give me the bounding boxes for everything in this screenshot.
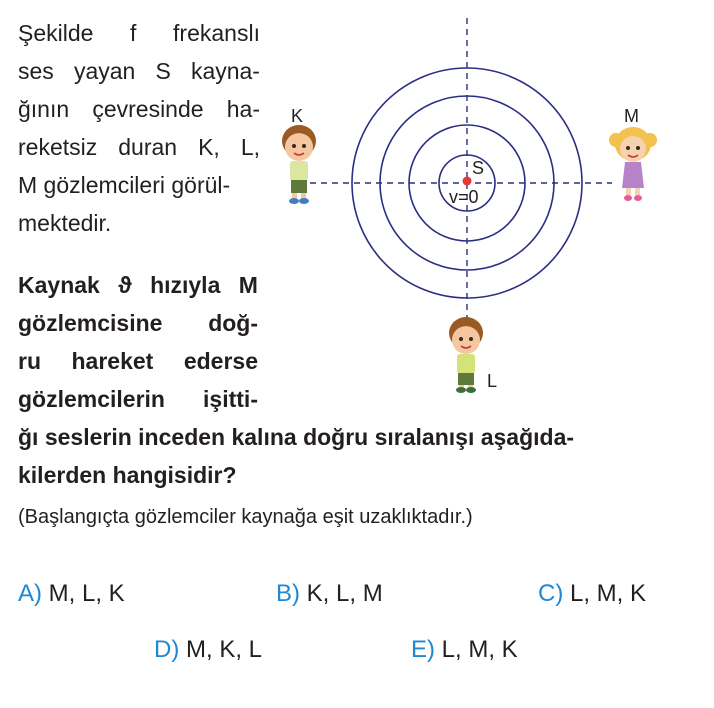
word: ϑ	[118, 272, 132, 298]
word: ederse	[183, 348, 258, 374]
observer-m-icon	[609, 127, 657, 201]
word: mektedir.	[18, 210, 112, 236]
observer-l-label: L	[487, 371, 498, 391]
word: frekanslı	[173, 20, 260, 46]
axes	[310, 18, 612, 320]
option-letter: B)	[276, 580, 300, 607]
word: reketsiz	[18, 134, 98, 160]
word: gözlemcisine	[18, 310, 163, 336]
question-note: (Başlangıçta gözlemciler kaynağa eşit uzaklıktadır.)	[18, 506, 473, 528]
word: ru	[18, 348, 41, 374]
option-b[interactable]	[276, 580, 383, 608]
source-dot	[463, 177, 472, 186]
question-line: ğı seslerin inceden kalına doğru sıralanışı aşağıda-	[18, 424, 575, 450]
word: f	[130, 20, 137, 46]
word: doğ-	[208, 310, 258, 336]
option-c[interactable]	[538, 580, 646, 608]
word: ha-	[226, 96, 260, 122]
velocity-label: v=0	[449, 187, 479, 207]
word: gözlemcilerin	[18, 386, 165, 412]
word: M	[238, 272, 258, 298]
observer-k-icon	[282, 125, 316, 204]
word: ğının	[18, 96, 70, 122]
observer-k-label: K	[291, 106, 304, 126]
option-text: M, K, L	[186, 636, 263, 663]
word: işitti-	[203, 386, 258, 412]
option-a[interactable]	[18, 580, 125, 608]
word: kayna-	[190, 58, 260, 84]
option-text: M, L, K	[48, 580, 125, 607]
word: L,	[240, 134, 260, 160]
word: S	[155, 58, 171, 84]
option-letter: E)	[411, 636, 435, 663]
option-e[interactable]	[411, 636, 518, 664]
word: yayan	[73, 58, 136, 84]
word: hareket	[71, 348, 154, 374]
option-text: L, M, K	[570, 580, 647, 607]
option-letter: C)	[538, 580, 564, 607]
word: Şekilde	[18, 20, 94, 46]
word: duran	[118, 134, 178, 160]
observer-m-label: M	[624, 106, 639, 126]
word: M gözlemcileri görül-	[18, 172, 231, 198]
word: çevresinde	[92, 96, 204, 122]
question-line: kilerden hangisidir?	[18, 462, 237, 488]
option-text: K, L, M	[306, 580, 383, 607]
option-letter: D)	[154, 636, 180, 663]
option-letter: A)	[18, 580, 42, 607]
source-label: S	[472, 158, 485, 178]
option-d[interactable]	[154, 636, 262, 664]
word: ses	[18, 58, 54, 84]
observer-l-icon	[449, 317, 483, 393]
option-text: L, M, K	[441, 636, 518, 663]
word: Kaynak	[18, 272, 100, 298]
word: hızıyla	[150, 272, 221, 298]
word: K,	[198, 134, 220, 160]
